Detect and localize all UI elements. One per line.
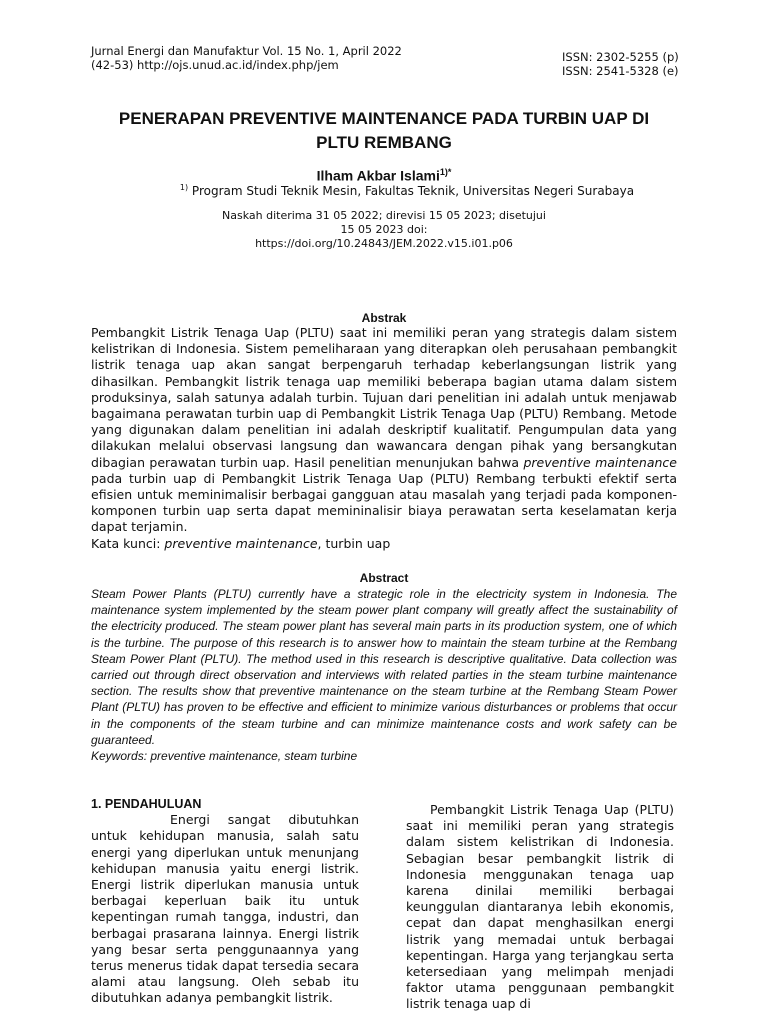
affiliation-text: Program Studi Teknik Mesin, Fakultas Teknik, Universitas Negeri Surabaya	[191, 184, 635, 198]
body-column-right	[406, 802, 674, 1013]
abstract-paragraph: Steam Power Plants (PLTU) currently have a strategic role in the electricity system in Indonesia. The maintenance system implemented by the steam power plant company will greatly affect the sustainability of the electricity produced. The steam power plant has several main parts in its production system, one of which is the turbine. The purpose of this research is to answer how to maintain the steam turbine at the Rembang Steam Power Plant (PLTU). The method used in this research is descriptive qualitative. Data collection was carried out through direct observation and interviews with related parties in the steam turbine maintenance section. The results show that preventive maintenance on the steam turbine at the Rembang Steam Power Plant (PLTU) has proven to be effective and efficient to minimize various disturbances or problems that occur in the components of the steam turbine and can minimize maintenance costs and work safety can be guaranteed.	[91, 587, 677, 747]
journal-citation: Jurnal Energi dan Manufaktur Vol. 15 No. 1, April 2022	[91, 44, 402, 58]
body-paragraph-2: Pembangkit Listrik Tenaga Uap (PLTU) saat ini memiliki peran yang strategis dalam sistem kelistrikan di Indonesia. Sebagian besar pembangkit listrik di Indonesia menggunakan tenaga uap karena dinilai memiliki berbagai keunggulan diantaranya lebih ekonomis, cepat dan dapat menghasilkan energi listrik yang memadai untuk berbagai kepentingan. Harga yang terjangkau serta ketersediaan yang melimpah menjadi faktor utama penggunaan pembangkit listrik tenaga uap di	[406, 802, 674, 1012]
abstrak-text-a: Pembangkit Listrik Tenaga Uap (PLTU) saat ini memiliki peran yang strategis dalam sistem kelistrikan di Indonesia. Sistem pemeliharaan yang diterapkan oleh perusahaan pembangkit listrik tenaga uap akan sangat berpengaruh terhadap keberlangsungan listrik yang dihasilkan. Pembangkit listrik tenaga uap memiliki beberapa bagian utama dalam sistem produksinya, salah satunya adalah turbin. Tujuan dari penelitian ini adalah untuk menjawab bagaimana perawatan turbin uap di Pembangkit Listrik Tenaga Uap (PLTU) Rembang. Metode yang digunakan dalam penelitian ini adalah deskriptif kualitatif. Pengumpulan data yang dilakukan melalui observasi langsung dan wawancara dengan pihak yang bersangkutan dibagian perawatan turbin uap. Hasil penelitian menunjukan bahwa	[91, 325, 677, 470]
abstrak-text-b: pada turbin uap di Pembangkit Listrik Tenaga Uap (PLTU) Rembang terbukti efektif serta efisien untuk meminimalisir berbagai gangguan atau masalah yang terjadi pada komponen-komponen turbin uap serta dapat memininalisir biaya perawatan serta keselamatan kerja dapat terjamin.	[91, 470, 677, 535]
kata-kunci-label: Kata kunci:	[91, 535, 161, 551]
affiliation-marker: 1)	[179, 183, 189, 192]
body-paragraph-1: Energi sangat dibutuhkan untuk kehidupan manusia, salah satu energi yang diperlukan untuk menunjang kehidupan manusia yaitu energi listrik. Energi listrik diperlukan manusia untuk berbagai keperluan baik itu untuk kepentingan rumah tangga, industri, dan berbagai prasarana lainnya. Energi listrik yang besar serta penggunaannya yang terus menerus tidak dapat tersedia secara alami atau langsung. Oleh sebab itu dibutuhkan adanya pembangkit listrik.	[91, 812, 359, 1006]
doi-link[interactable]: https://doi.org/10.24843/JEM.2022.v15.i01.p06	[255, 237, 513, 250]
approved-date: 15 05 2023 doi:	[340, 223, 428, 236]
abstrak-heading: Abstrak	[361, 311, 407, 325]
affiliation-line	[0, 180, 768, 199]
abstrak-italic-term: preventive maintenance	[523, 454, 677, 470]
abstrak-paragraph	[91, 325, 677, 536]
paper-title-line1: PENERAPAN PREVENTIVE MAINTENANCE PADA TURBIN UAP DI	[118, 109, 650, 128]
received-dates: Naskah diterima 31 05 2022; direvisi 15 05 2023; disetujui	[222, 209, 546, 222]
abstract-body	[91, 586, 677, 764]
abstract-heading: Abstract	[359, 571, 409, 585]
paper-title	[60, 107, 708, 155]
body-column-left	[91, 796, 359, 1007]
kata-kunci	[91, 536, 677, 552]
issn-block	[562, 50, 679, 78]
paper-title-line2: PLTU REMBANG	[316, 133, 452, 152]
author-name: Ilham Akbar Islami	[316, 167, 440, 184]
kata-kunci-rest: , turbin uap	[317, 535, 391, 551]
issn-online: ISSN: 2541-5328 (e)	[562, 64, 679, 78]
issn-print: ISSN: 2302-5255 (p)	[562, 50, 679, 64]
abstrak-body	[91, 325, 677, 552]
author-marker: 1)*	[439, 167, 452, 177]
received-info	[168, 209, 600, 251]
abstract-keywords: Keywords: preventive maintenance, steam turbine	[91, 749, 358, 764]
section-heading-pendahuluan: 1. PENDAHULUAN	[91, 797, 202, 811]
kata-kunci-italic: preventive maintenance	[164, 535, 318, 551]
journal-url: (42-53) http://ojs.unud.ac.id/index.php/jem	[91, 58, 339, 72]
journal-header	[91, 44, 402, 72]
